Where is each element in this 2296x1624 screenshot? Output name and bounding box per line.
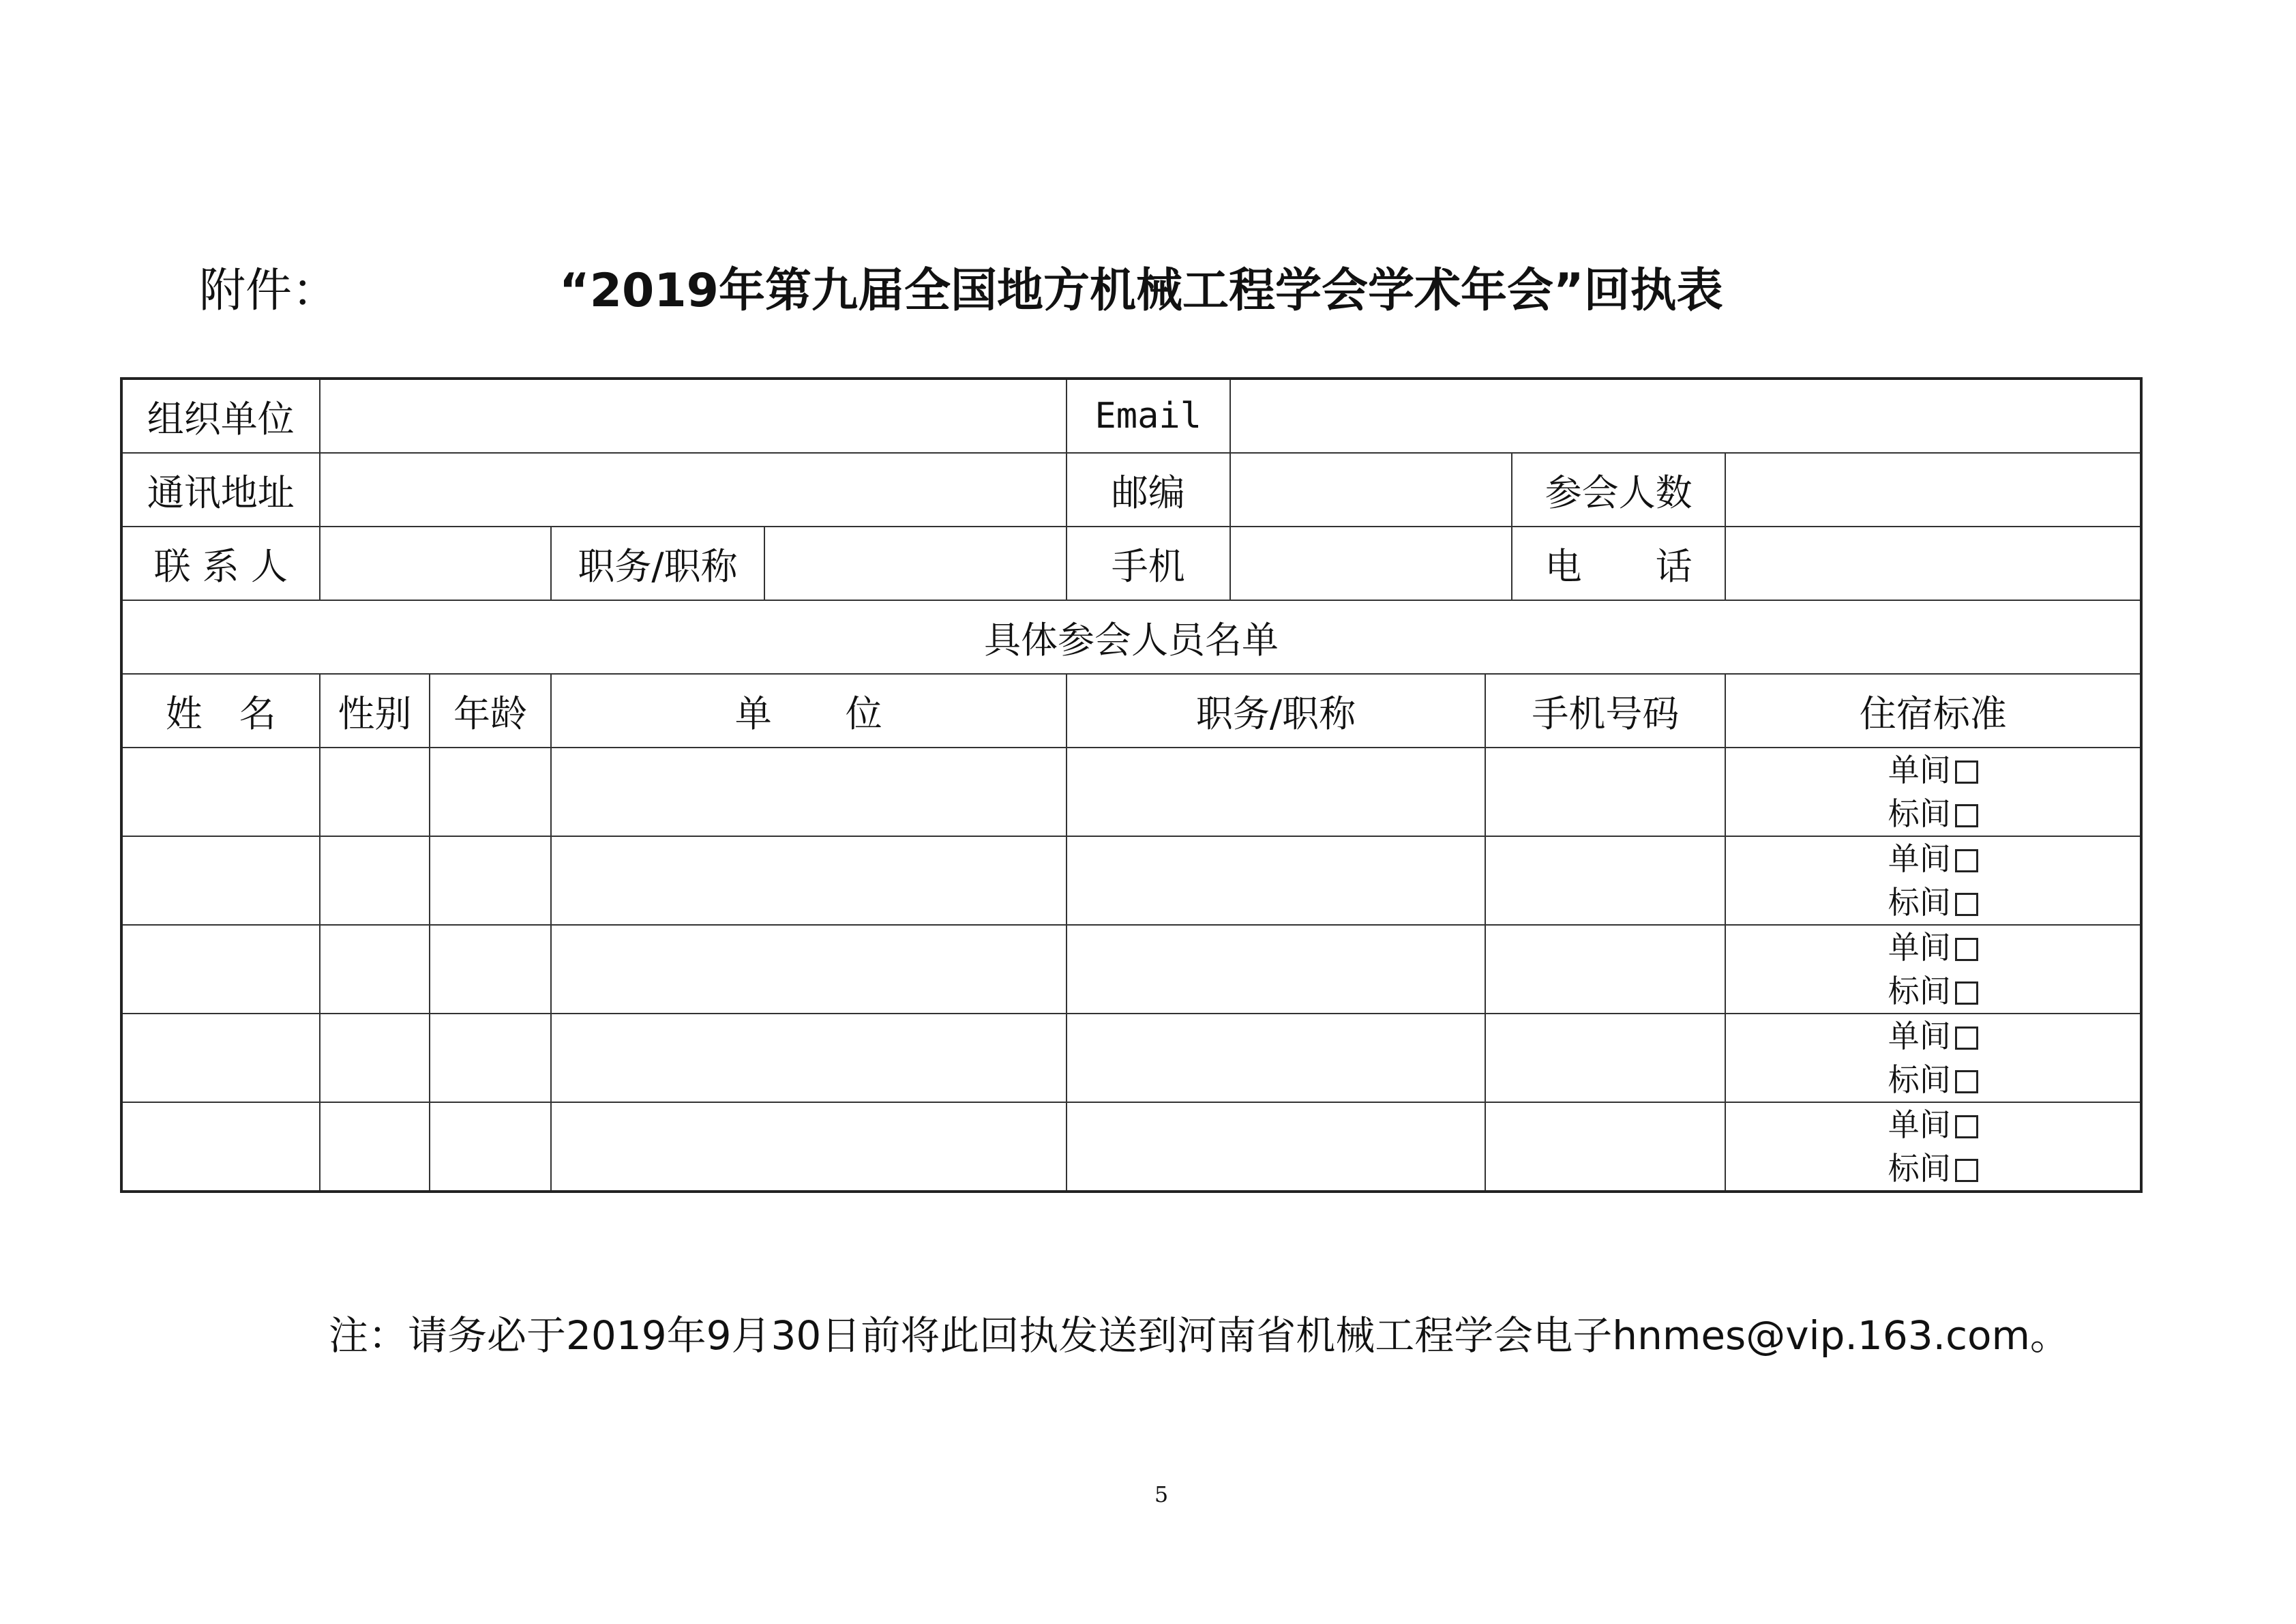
col-lodging-header: 住宿标准 (1725, 674, 2141, 748)
attendee-row-5 (121, 1102, 2141, 1192)
attendee-age-cell[interactable] (430, 748, 550, 836)
attendee-position-cell[interactable] (1067, 925, 1485, 1014)
single-room-option (1726, 837, 2140, 881)
single-room-option (1726, 926, 2140, 969)
standard-room-option (1726, 1147, 2140, 1190)
standard-room-checkbox[interactable] (1955, 1159, 1978, 1182)
attendee-mobile-cell[interactable] (1485, 836, 1725, 925)
col-unit-header: 单 位 (551, 674, 1067, 748)
single-room-label: 单间 (1888, 1018, 1951, 1054)
attendee-name-cell[interactable] (121, 748, 320, 836)
attendee-gender-cell[interactable] (320, 748, 430, 836)
attendee-row-2 (121, 836, 2141, 925)
standard-room-label: 标间 (1888, 973, 1951, 1009)
col-gender-header: 性别 (320, 674, 430, 748)
attendee-mobile-cell[interactable] (1485, 748, 1725, 836)
attendee-count-label: 参会人数 (1512, 453, 1726, 527)
attendee-row-1 (121, 748, 2141, 836)
attendee-lodging-cell (1725, 1102, 2141, 1192)
attendee-mobile-cell[interactable] (1485, 1102, 1725, 1192)
attendee-mobile-cell[interactable] (1485, 1014, 1725, 1102)
single-room-checkbox[interactable] (1955, 761, 1978, 784)
attendee-row-4 (121, 1014, 2141, 1102)
single-room-checkbox[interactable] (1955, 849, 1978, 872)
standard-room-option (1726, 792, 2140, 836)
attendee-header-row (121, 674, 2141, 748)
phone-label: 电 话 (1512, 527, 1726, 600)
postcode-field[interactable] (1230, 453, 1512, 527)
col-position-header: 职务/职称 (1067, 674, 1485, 748)
attendee-lodging-cell (1725, 1014, 2141, 1102)
standard-room-checkbox[interactable] (1955, 981, 1978, 1005)
attendee-gender-cell[interactable] (320, 836, 430, 925)
attendee-position-cell[interactable] (1067, 1102, 1485, 1192)
single-room-checkbox[interactable] (1955, 1027, 1978, 1050)
attendee-position-cell[interactable] (1067, 836, 1485, 925)
single-room-option (1726, 748, 2140, 792)
standard-room-checkbox[interactable] (1955, 1070, 1978, 1093)
col-mobile-header: 手机号码 (1485, 674, 1725, 748)
position-label: 职务/职称 (551, 527, 765, 600)
contact-row (121, 527, 2141, 600)
attendee-name-cell[interactable] (121, 1102, 320, 1192)
address-label: 通讯地址 (121, 453, 320, 527)
email-field[interactable] (1230, 379, 2141, 453)
attendee-gender-cell[interactable] (320, 925, 430, 1014)
standard-room-checkbox[interactable] (1955, 893, 1978, 916)
attendee-unit-cell[interactable] (551, 1014, 1067, 1102)
single-room-label: 单间 (1888, 840, 1951, 877)
phone-field[interactable] (1725, 527, 2141, 600)
standard-room-label: 标间 (1888, 884, 1951, 921)
org-field[interactable] (320, 379, 1067, 453)
single-room-option (1726, 1103, 2140, 1147)
attendee-lodging-cell (1725, 748, 2141, 836)
attendee-section-row (121, 600, 2141, 674)
standard-room-checkbox[interactable] (1955, 804, 1978, 827)
attendee-gender-cell[interactable] (320, 1014, 430, 1102)
position-field[interactable] (764, 527, 1066, 600)
attendee-age-cell[interactable] (430, 836, 550, 925)
address-field[interactable] (320, 453, 1067, 527)
single-room-checkbox[interactable] (1955, 938, 1978, 961)
contact-field[interactable] (320, 527, 551, 600)
standard-room-label: 标间 (1888, 1150, 1951, 1187)
form-title: “2019年第九届全国地方机械工程学会学术年会”回执表 (559, 264, 1723, 318)
col-name-header: 姓 名 (121, 674, 320, 748)
submission-note: 注：请务必于2019年9月30日前将此回执发送到河南省机械工程学会电子hnmes@vip.163.com。 (329, 1312, 2070, 1359)
attendee-lodging-cell (1725, 925, 2141, 1014)
attendee-row-3 (121, 925, 2141, 1014)
attendee-unit-cell[interactable] (551, 1102, 1067, 1192)
attendee-name-cell[interactable] (121, 836, 320, 925)
attendee-count-field[interactable] (1725, 453, 2141, 527)
org-label: 组织单位 (121, 379, 320, 453)
attendee-name-cell[interactable] (121, 925, 320, 1014)
standard-room-option (1726, 969, 2140, 1013)
mobile-field[interactable] (1230, 527, 1512, 600)
attendee-position-cell[interactable] (1067, 1014, 1485, 1102)
attendee-gender-cell[interactable] (320, 1102, 430, 1192)
org-row (121, 379, 2141, 453)
email-label: Email (1067, 379, 1230, 453)
attendee-age-cell[interactable] (430, 925, 550, 1014)
address-row (121, 453, 2141, 527)
single-room-option (1726, 1014, 2140, 1058)
postcode-label: 邮编 (1067, 453, 1230, 527)
standard-room-label: 标间 (1888, 1061, 1951, 1098)
attendee-section-title: 具体参会人员名单 (121, 600, 2141, 674)
page-number: 5 (1154, 1481, 1169, 1507)
single-room-checkbox[interactable] (1955, 1115, 1978, 1138)
attendee-name-cell[interactable] (121, 1014, 320, 1102)
single-room-label: 单间 (1888, 1106, 1951, 1143)
attachment-label: 附件： (199, 264, 339, 318)
col-age-header: 年龄 (430, 674, 550, 748)
attendee-mobile-cell[interactable] (1485, 925, 1725, 1014)
standard-room-option (1726, 1058, 2140, 1102)
contact-label: 联 系 人 (121, 527, 320, 600)
single-room-label: 单间 (1888, 929, 1951, 966)
attendee-age-cell[interactable] (430, 1102, 550, 1192)
attendee-unit-cell[interactable] (551, 836, 1067, 925)
attendee-position-cell[interactable] (1067, 748, 1485, 836)
standard-room-option (1726, 881, 2140, 924)
attendee-lodging-cell (1725, 836, 2141, 925)
attendee-unit-cell[interactable] (551, 748, 1067, 836)
single-room-label: 单间 (1888, 752, 1951, 788)
attendee-age-cell[interactable] (430, 1014, 550, 1102)
attendee-unit-cell[interactable] (551, 925, 1067, 1014)
registration-form-table (120, 377, 2143, 1193)
standard-room-label: 标间 (1888, 795, 1951, 832)
mobile-label: 手机 (1067, 527, 1230, 600)
